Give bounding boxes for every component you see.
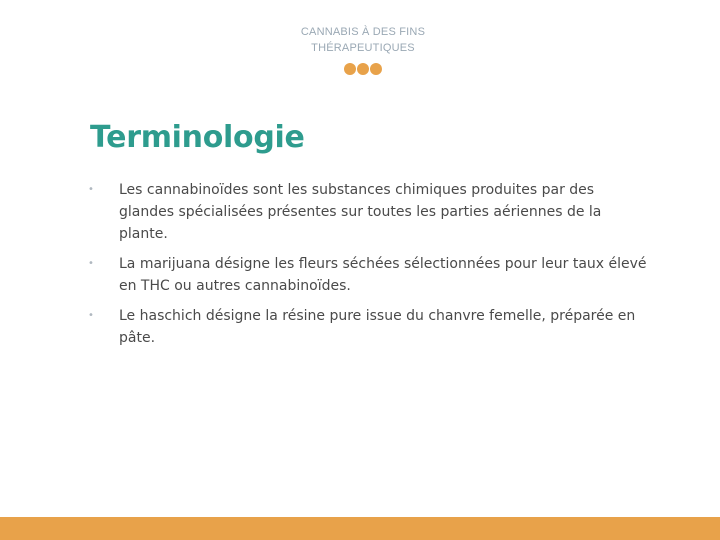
bullet-icon: • <box>88 258 94 269</box>
slide-header <box>0 24 720 75</box>
list-item <box>88 305 648 349</box>
slide-title: Terminologie <box>90 120 305 155</box>
bullet-text: Les cannabinoïdes sont les substances chimiques produites par des glandes spécialisées présentes sur toutes les parties aériennes de la plante. <box>119 182 602 242</box>
list-item <box>88 179 648 245</box>
bullet-icon: • <box>88 310 94 321</box>
dot-icon <box>370 63 382 75</box>
dot-icon <box>344 63 356 75</box>
dot-icon <box>357 63 369 75</box>
bullet-list <box>88 179 648 357</box>
three-dots-icon <box>0 63 720 75</box>
bullet-text: Le haschich désigne la résine pure issue du chanvre femelle, préparée en pâte. <box>119 308 636 346</box>
header-line-1: CANNABIS À DES FINS <box>300 26 426 38</box>
bullet-icon: • <box>88 184 94 195</box>
bullet-text: La marijuana désigne les fleurs séchées sélectionnées pour leur taux élevé en THC ou autres cannabinoïdes. <box>119 256 647 294</box>
list-item <box>88 253 648 297</box>
footer-bar <box>0 517 720 540</box>
header-line-2: THÉRAPEUTIQUES <box>311 42 415 54</box>
